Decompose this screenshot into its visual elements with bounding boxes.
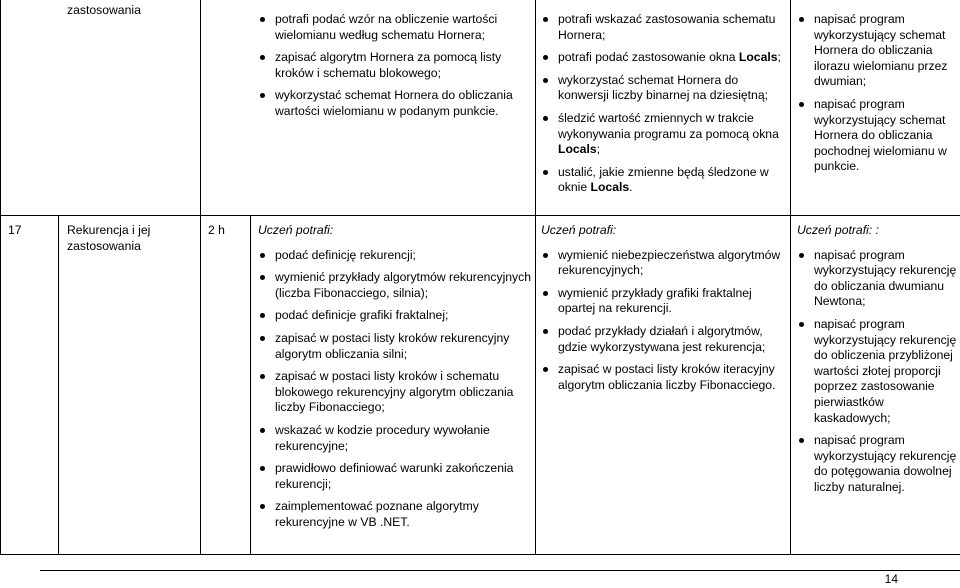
list-item: ustalić, jakie zmienne będą śledzone w oknie Locals. xyxy=(541,165,786,196)
row2-col-b-list xyxy=(541,248,786,394)
list-item: wykorzystać schemat Hornera do obliczania wartości wielomianu w podanym punkcie. xyxy=(258,88,530,119)
row2-col-a-list xyxy=(258,248,532,531)
list-item: napisać program wykorzystujący schemat Hornera do obliczania pochodnej wielomianu w punkcie. xyxy=(797,97,957,175)
list-item: potrafi podać wzór na obliczenie wartości wielomianu według schematu Hornera; xyxy=(258,12,530,43)
table-divider-hours xyxy=(250,215,251,555)
row2-hours-cell xyxy=(208,223,248,239)
row2-topic-cell xyxy=(67,223,197,254)
list-item: napisać program wykorzystujący rekurencję do obliczenia przybliżonej wartości złotej proporcji poprzez zastosowanie pierwiastków kaskadowych; xyxy=(797,317,957,426)
list-item: napisać program wykorzystujący schemat Hornera do obliczania ilorazu wielomianu przez dwumian; xyxy=(797,12,957,90)
list-item: wymienić przykłady grafiki fraktalnej opartej na rekurencji. xyxy=(541,286,786,317)
table-divider-col-c xyxy=(790,0,791,555)
row1-col-c xyxy=(797,12,957,182)
row2-hours: 2 h xyxy=(208,223,225,237)
list-item: potrafi podać zastosowanie okna Locals; xyxy=(541,50,786,66)
list-item: podać definicję rekurencji; xyxy=(258,248,532,264)
row1-col-b-list xyxy=(541,12,786,196)
footer-rule xyxy=(40,570,960,571)
row2-col-c-list xyxy=(797,248,957,496)
row1-topic: zastosowania xyxy=(67,3,141,17)
list-item: śledzić wartość zmiennych w trakcie wykonywania programu za pomocą okna Locals; xyxy=(541,111,786,158)
row1-col-a-list xyxy=(258,12,530,120)
list-item: wykorzystać schemat Hornera do konwersji liczby binarnej na dziesiętną; xyxy=(541,73,786,104)
row2-topic: Rekurencja i jej zastosowania xyxy=(67,223,151,253)
row2-col-a xyxy=(258,223,532,538)
list-item: zapisać w postaci listy kroków iteracyjny algorytm obliczania liczby Fibonacciego. xyxy=(541,362,786,393)
table-border-bottom xyxy=(0,554,960,555)
list-item: napisać program wykorzystujący rekurencję do potęgowania dowolnej liczby naturalnej. xyxy=(797,433,957,495)
list-item: wymienić przykłady algorytmów rekurencyjnych (liczba Fibonacciego, silnia); xyxy=(258,270,532,301)
col-b-heading: Uczeń potrafi: xyxy=(541,223,617,237)
table-divider-topic xyxy=(200,0,201,555)
list-item: wskazać w kodzie procedury wywołanie rekurencyjne; xyxy=(258,423,532,454)
list-item: prawidłowo definiować warunki zakończenia rekurencji; xyxy=(258,461,532,492)
list-item: zapisać w postaci listy kroków i schematu blokowego rekurencyjny algorytm obliczania liczby Fibonacciego; xyxy=(258,369,532,416)
row2-col-b xyxy=(541,223,786,400)
list-item: potrafi wskazać zastosowania schematu Hornera; xyxy=(541,12,786,43)
list-item: podać przykłady działań i algorytmów, gdzie wykorzystywana jest rekurencja; xyxy=(541,324,786,355)
list-item: podać definicje grafiki fraktalnej; xyxy=(258,308,532,324)
row1-col-a xyxy=(258,12,530,127)
list-item: wymienić niebezpieczeństwa algorytmów rekurencyjnych; xyxy=(541,248,786,279)
row1-col-c-list xyxy=(797,12,957,175)
list-item: zapisać algorytm Hornera za pomocą listy kroków i schematu blokowego; xyxy=(258,50,530,81)
table-row-divider xyxy=(0,215,960,216)
list-item: napisać program wykorzystujący rekurencję do obliczania dwumianu Newtona; xyxy=(797,248,957,310)
list-item: zapisać w postaci listy kroków rekurencyjny algorytm obliczania silni; xyxy=(258,331,532,362)
row1-topic-cell xyxy=(67,3,197,19)
list-item: zaimplementować poznane algorytmy rekurencyjne w VB .NET. xyxy=(258,499,532,530)
table-divider-col-b xyxy=(535,0,536,555)
lesson-number: 17 xyxy=(8,223,22,237)
table-border-left xyxy=(0,0,1,555)
page-number: 14 xyxy=(884,572,898,586)
row2-number-cell xyxy=(8,223,54,239)
row1-col-b xyxy=(541,12,786,203)
table-divider-num xyxy=(58,215,59,555)
col-a-heading: Uczeń potrafi: xyxy=(258,223,334,237)
row2-col-c xyxy=(797,223,957,503)
col-c-heading: Uczeń potrafi: : xyxy=(797,223,879,237)
